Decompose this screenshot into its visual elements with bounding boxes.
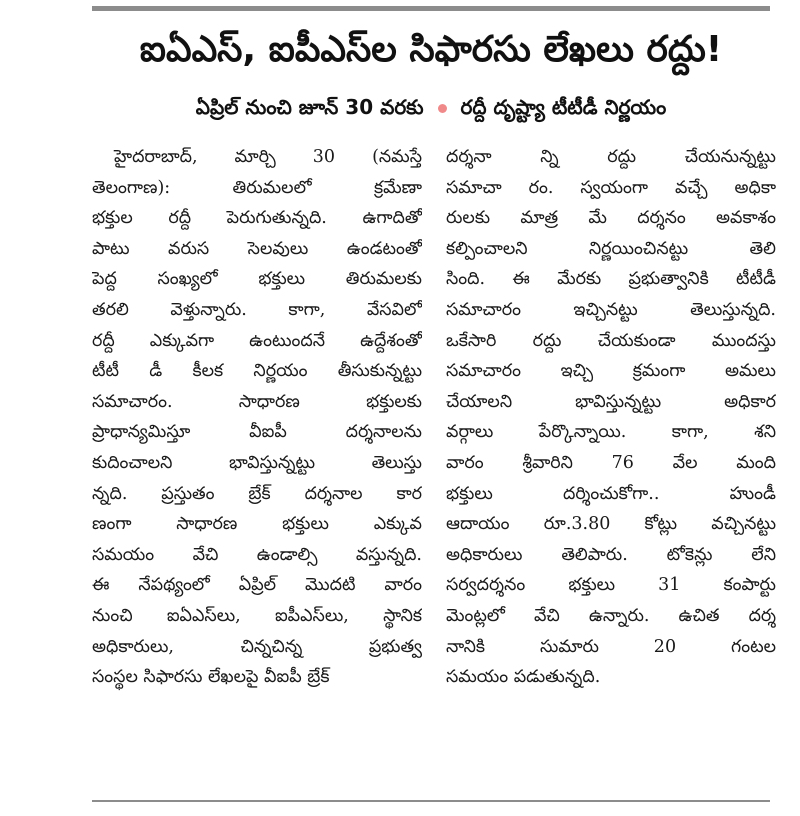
article-line: తరలి వెళ్తున్నారు. కాగా, వేసవిలో [92, 299, 422, 320]
article-line: సమయం పడుతున్నది. [446, 667, 601, 688]
article-line: నానికి సుమారు 20 గంటల [446, 636, 776, 657]
bottom-rule [92, 800, 770, 802]
article-line: కల్పించాలని నిర్ణయించినట్టు తెలి [446, 238, 776, 259]
article-line: ఒకేసారి రద్దు చేయకుండా ముందస్తు [446, 330, 776, 351]
article-line: అధికారులు తెలిపారు. టోకెన్లు లేని [446, 544, 776, 565]
subhead-left: ఏప్రిల్ నుంచి జూన్ 30 వరకు [195, 95, 424, 119]
subhead-right: రద్దీ దృష్ట్యా టీటీడీ నిర్ణయం [460, 95, 667, 119]
headline: ఐఏఎస్, ఐపీఎస్‌ల సిఫారసు లేఖలు రద్దు! [139, 29, 723, 70]
article-line: దర్శనా న్ని రద్దు చేయనున్నట్టు [446, 147, 776, 167]
article-line: సింది. ఈ మేరకు ప్రభుత్వానికి టీటీడీ [446, 269, 776, 290]
article-line: హైదరాబాద్, మార్చి 30 (నమస్తే [114, 147, 422, 167]
article-line: భక్తులు దర్శించుకోగా.. హుండీ [446, 483, 776, 504]
article-line: ఆదాయం రూ.3.80 కోట్లు వచ్చినట్టు [446, 514, 776, 535]
article-column-right [446, 142, 776, 693]
article-line: రద్దీ ఎక్కువగా ఉంటుందనే ఉద్దేశంతో [92, 330, 422, 351]
article-line: సంస్థల సిఫారసు లేఖలపై వీఐపీ బ్రేక్ [92, 667, 330, 688]
article-line: చేయాలని భావిస్తున్నట్టు అధికార [446, 391, 776, 412]
article-line: భక్తుల రద్దీ పెరుగుతున్నది. ఉగాదితో [92, 208, 422, 229]
bullet-dot-icon [438, 104, 447, 113]
article-line: వర్గాలు పేర్కొన్నాయి. కాగా, శని [446, 422, 776, 443]
article-line: ఈ నేపథ్యంలో ఏప్రిల్ మొదటి వారం [92, 575, 422, 596]
article-line: సమాచారం ఇచ్చినట్టు తెలుస్తున్నది. [446, 299, 776, 320]
top-rule [92, 6, 770, 11]
article-line: సమాచా రం. స్వయంగా వచ్చే అధికా [446, 177, 776, 198]
subheadline [92, 90, 770, 124]
article-line: కుదించాలని భావిస్తున్నట్టు తెలుస్తు [92, 452, 422, 473]
article-line: అధికారులు, చిన్నచిన్న ప్రభుత్వ [92, 636, 422, 657]
article-line: సమాచారం ఇచ్చి క్రమంగా అమలు [446, 361, 776, 382]
article-line: సర్వదర్శనం భక్తులు 31 కంపార్టు [446, 575, 776, 596]
article-line: న్నది. ప్రస్తుతం బ్రేక్ దర్శనాల కార [92, 483, 422, 504]
article-line: తెలంగాణ): తిరుమలలో క్రమేణా [92, 177, 422, 198]
article-line: పెద్ద సంఖ్యలో భక్తులు తిరుమలకు [92, 269, 422, 290]
article-column-left [92, 142, 422, 693]
article-line: నుంచి ఐఏఎస్‌లు, ఐపీఎస్‌లు, స్థానిక [92, 605, 422, 626]
article-line: రులకు మాత్ర మే దర్శనం అవకాశం [446, 208, 776, 229]
article-line: పాటు వరుస సెలవులు ఉండటంతో [92, 238, 422, 259]
article-line: మెంట్లలో వేచి ఉన్నారు. ఉచిత దర్శ [446, 605, 776, 626]
article-line: సమాచారం. సాధారణ భక్తులకు [92, 391, 422, 412]
article-line: సమయం వేచి ఉండాల్సి వస్తున్నది. [92, 544, 422, 565]
article-line: ప్రాధాన్యమిస్తూ వీఐపీ దర్శనాలను [92, 422, 422, 443]
article-line: ణంగా సాధారణ భక్తులు ఎక్కువ [92, 514, 422, 535]
article-line: వారం శ్రీవారిని 76 వేల మంది [446, 452, 776, 473]
article-line: టీటీ డీ కీలక నిర్ణయం తీసుకున్నట్టు [92, 361, 422, 382]
